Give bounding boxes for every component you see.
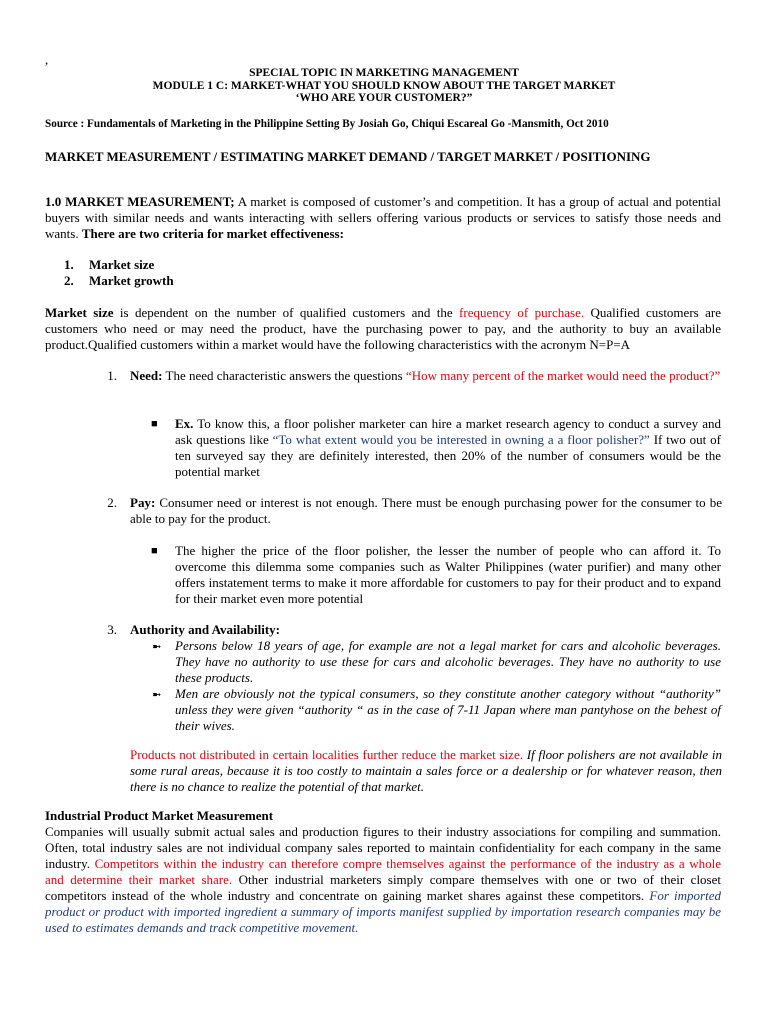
authority-bold: Authority and Availability:	[130, 622, 281, 637]
need-paragraph	[130, 368, 722, 384]
authority-heading	[130, 622, 280, 638]
pay-number: 2.	[107, 495, 117, 510]
market-size-paragraph	[45, 305, 721, 353]
need-ex-bold: Ex.	[175, 416, 194, 431]
market-size-text-2: Qualified customers are customers who need or may need the product, have the purchasing power to pay, and the authority to buy an available product.Qualified customers within a market would have the following characteristics with the acronym N=P=A	[45, 305, 721, 352]
market-size-text-1: is dependent on the number of qualified customers and the	[113, 305, 460, 320]
authority-number: 3.	[107, 622, 117, 637]
industrial-text-1: Companies will usually submit actual sales and production figures to their industry associations for compiling and summation. Often, total industry sales are not individual company sales reported to maintain confidentiality for each company in the same industry.	[45, 824, 721, 871]
distribution-italic: If floor polishers are not available in some rural areas, because it is too costly to maintain a sales force or a dealership or for whatever reason, then there is no chance to realize the potential of that market.	[130, 747, 722, 794]
need-ex-blue: “To what extent would you be interested in owning a a floor polisher?”	[272, 432, 650, 447]
document-header	[45, 67, 723, 105]
stray-comma: ,	[45, 52, 49, 67]
need-ex-text-2: If two out of ten surveyed say they are definitely interested, then 20% of the number of consumers would be the potential market	[175, 432, 721, 479]
intro-bold-lead: 1.0 MARKET MEASUREMENT;	[45, 194, 235, 209]
intro-text: A market is composed of customer’s and competition. It has a group of actual and potential buyers with similar needs and wants interacting with sellers offering various products or services to satisfy those needs and wants.	[45, 194, 722, 241]
arrow-bullet-icon: ➼	[152, 641, 162, 653]
bullet-square-icon: ■	[151, 545, 158, 557]
header-line-2: MODULE 1 C: MARKET-WHAT YOU SHOULD KNOW ABOUT THE TARGET MARKET	[152, 79, 616, 92]
criteria-item	[64, 257, 174, 273]
need-text: The need characteristic answers the questions	[162, 368, 406, 383]
intro-bold-tail: There are two criteria for market effectiveness:	[81, 226, 344, 241]
distribution-red: Products not distributed in certain localities further reduce the market size.	[130, 747, 523, 762]
market-size-bold: Market size	[45, 305, 114, 320]
need-ex-text-1: To know this, a floor polisher marketer can hire a market research agency to conduct a survey and ask questions like	[175, 416, 721, 447]
criteria-label: Market size	[89, 257, 155, 272]
criteria-num: 1.	[64, 257, 74, 272]
need-red: “How many percent of the market would need the product?”	[405, 368, 721, 383]
need-bold: Need:	[130, 368, 163, 383]
section-title: MARKET MEASUREMENT / ESTIMATING MARKET DEMAND / TARGET MARKET / POSITIONING	[45, 149, 651, 164]
source-line: Source : Fundamentals of Marketing in the Philippine Setting By Josiah Go, Chiqui Escareal Go -Mansmith, Oct 2010	[45, 118, 609, 130]
criteria-item	[64, 273, 174, 289]
criteria-num: 2.	[64, 273, 74, 288]
industrial-text-2: Other industrial marketers simply compare themselves with one or two of their closet competitors instead of the whole industry and concentrate on gaining market shares against these competitors.	[45, 872, 721, 903]
pay-text: Consumer need or interest is not enough. There must be enough purchasing power for the consumer to be able to pay for the product.	[130, 495, 722, 526]
industrial-red: Competitors within the industry can therefore compre themselves against the performance of the industry as a whole and determine their market share.	[45, 856, 721, 887]
criteria-list	[64, 257, 174, 289]
distribution-paragraph	[130, 747, 722, 795]
header-line-1: SPECIAL TOPIC IN MARKETING MANAGEMENT	[249, 67, 519, 79]
pay-bullet-paragraph: The higher the price of the floor polisher, the lesser the number of people who can afford it. To overcome this dilemma some companies such as Walter Philippines (water purifier) and many other offers instatement terms to make it more affordable for customers to pay for their product and to expand for their market even more potential	[175, 543, 721, 606]
industrial-title: Industrial Product Market Measurement	[45, 808, 274, 823]
authority-bullet-1	[175, 638, 721, 686]
criteria-label: Market growth	[89, 273, 174, 288]
industrial-paragraph	[45, 824, 721, 936]
industrial-blue-italic: For imported product or product with imported ingredient a summary of imports manifest supplied by importation research companies may be used to estimates demands and track competitive movement.	[45, 888, 721, 935]
pay-bold: Pay:	[130, 495, 156, 510]
need-example-paragraph	[175, 416, 721, 480]
need-number: 1.	[107, 368, 117, 383]
authority-bullet-2-text: Men are obviously not the typical consumers, so they constitute another category without “authority” unless they were given “authority “ as in the case of 7-11 Japan where man pantyhose on the behest of their wives.	[175, 686, 721, 733]
header-line-3: ‘WHO ARE YOUR CUSTOMER?”	[295, 92, 473, 104]
authority-bullet-1-text: Persons below 18 years of age, for example are not a legal market for cars and alcoholic beverages. They have no authority to use these for cars and alcoholic beverages. They have no authority to use these products.	[175, 638, 721, 685]
bullet-square-icon: ■	[151, 418, 158, 430]
intro-paragraph	[45, 194, 721, 242]
market-size-red: frequency of purchase.	[459, 305, 585, 320]
arrow-bullet-icon: ➼	[152, 689, 162, 701]
pay-paragraph	[130, 495, 722, 527]
authority-bullet-2	[175, 686, 721, 734]
